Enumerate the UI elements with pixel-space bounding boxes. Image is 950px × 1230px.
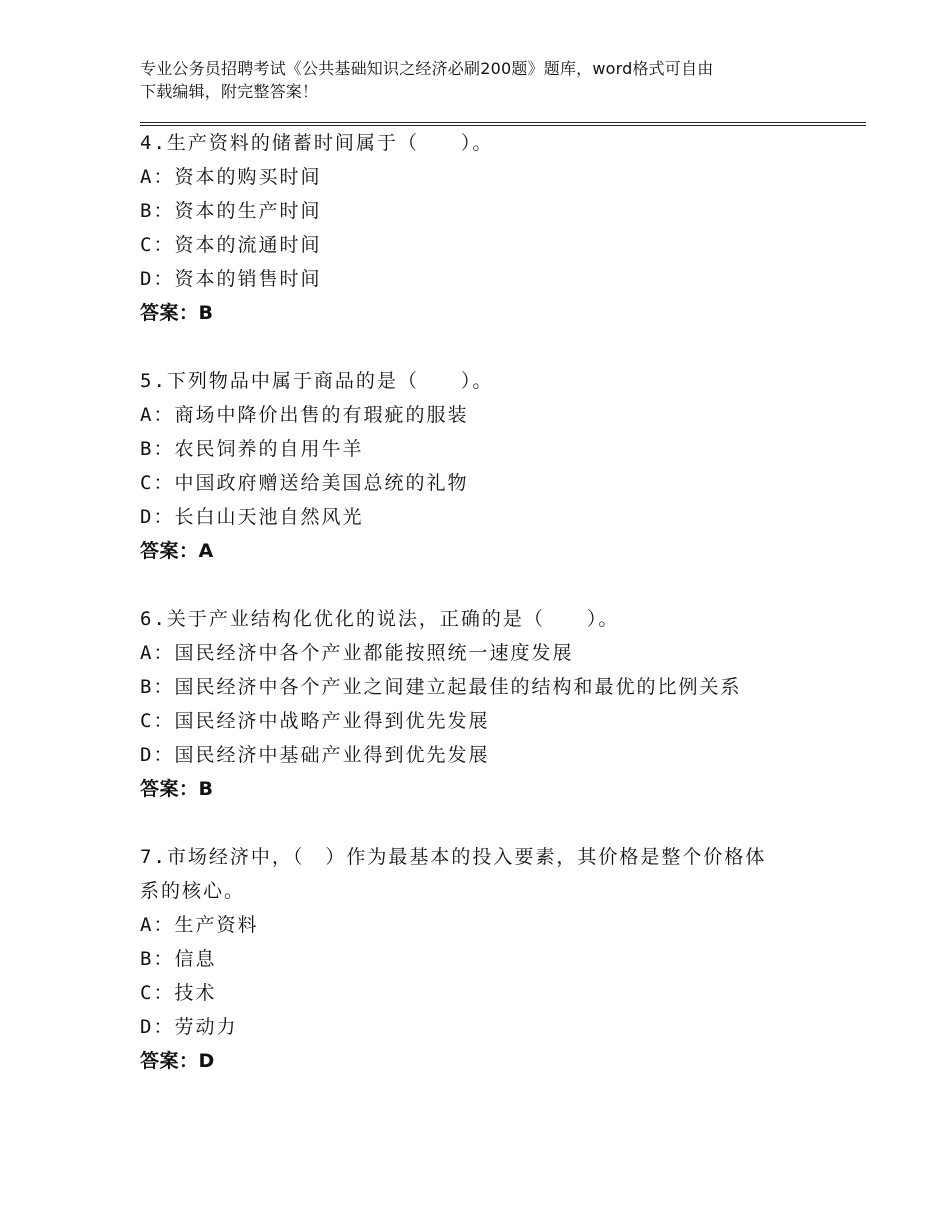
header-divider-top xyxy=(140,122,866,123)
question-stem: 6.关于产业结构化优化的说法，正确的是（ ）。 xyxy=(140,608,620,630)
answer-label: 答案：B xyxy=(140,302,214,324)
option-b: B：信息 xyxy=(140,948,217,970)
document-header xyxy=(140,57,820,103)
question-stem: 4.生产资料的储蓄时间属于（ ）。 xyxy=(140,132,494,154)
answer-label: 答案：A xyxy=(140,540,214,562)
answer-label: 答案：D xyxy=(140,1050,215,1072)
option-c: C：中国政府赠送给美国总统的礼物 xyxy=(140,472,469,494)
option-c: C：资本的流通时间 xyxy=(140,234,322,256)
question-list xyxy=(140,126,840,1078)
option-b: B：资本的生产时间 xyxy=(140,200,322,222)
option-b: B：农民饲养的自用牛羊 xyxy=(140,438,364,460)
option-c: C：国民经济中战略产业得到优先发展 xyxy=(140,710,490,732)
option-d: D：国民经济中基础产业得到优先发展 xyxy=(140,744,490,766)
question-4 xyxy=(140,126,840,330)
option-a: A：商场中降价出售的有瑕疵的服装 xyxy=(140,404,469,426)
question-stem-continued: 系的核心。 xyxy=(140,880,246,902)
question-5 xyxy=(140,364,840,568)
option-c: C：技术 xyxy=(140,982,217,1004)
option-d: D：长白山天池自然风光 xyxy=(140,506,364,528)
spacer xyxy=(140,806,840,840)
header-line-2: 下载编辑，附完整答案！ xyxy=(140,82,319,101)
option-a: A：生产资料 xyxy=(140,914,259,936)
option-a: A：国民经济中各个产业都能按照统一速度发展 xyxy=(140,642,574,664)
option-d: D：劳动力 xyxy=(140,1016,238,1038)
option-a: A：资本的购买时间 xyxy=(140,166,322,188)
question-6 xyxy=(140,602,840,806)
question-stem: 5.下列物品中属于商品的是（ ）。 xyxy=(140,370,494,392)
option-b: B：国民经济中各个产业之间建立起最佳的结构和最优的比例关系 xyxy=(140,676,742,698)
question-7 xyxy=(140,840,840,1078)
header-line-1: 专业公务员招聘考试《公共基础知识之经济必刷200题》题库，word格式可自由 xyxy=(140,59,714,78)
option-d: D：资本的销售时间 xyxy=(140,268,322,290)
question-stem: 7.市场经济中，（ ）作为最基本的投入要素，其价格是整个价格体 xyxy=(140,846,767,868)
answer-label: 答案：B xyxy=(140,778,214,800)
spacer xyxy=(140,568,840,602)
spacer xyxy=(140,330,840,364)
